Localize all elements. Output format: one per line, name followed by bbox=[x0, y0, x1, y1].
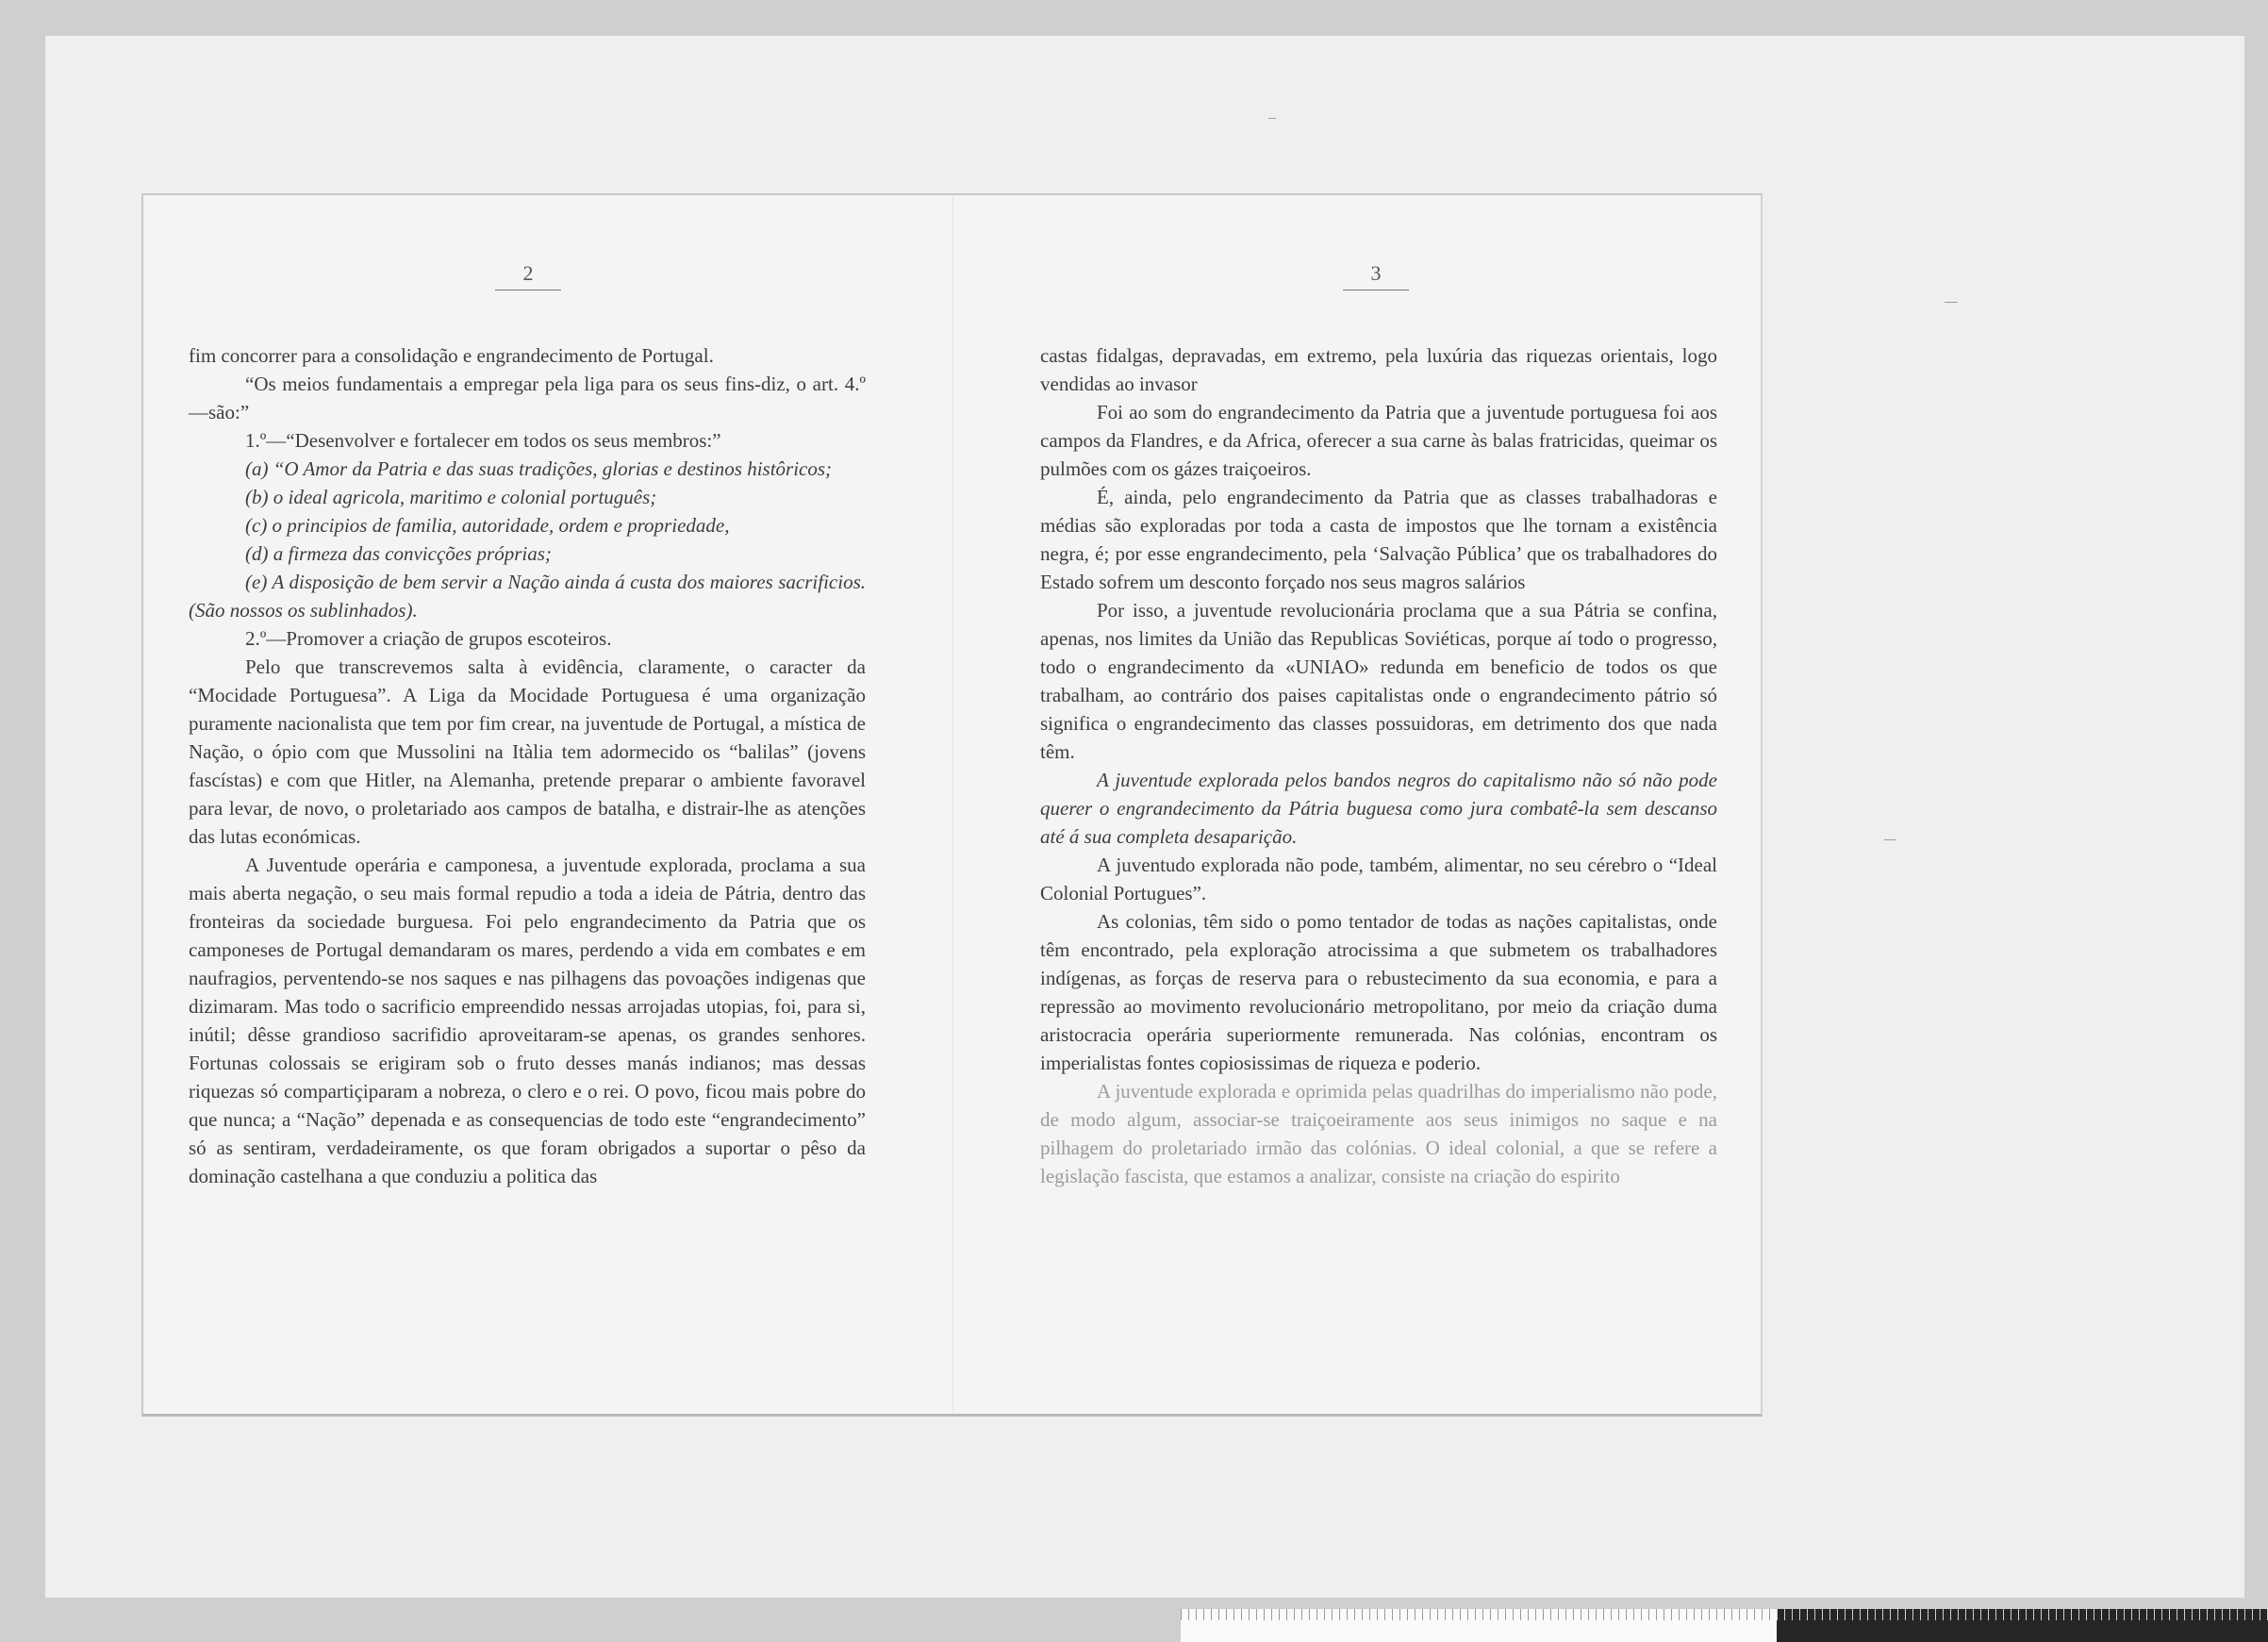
color-scale-ruler bbox=[1181, 1609, 2268, 1642]
paragraph: A juventudo explorada não pode, também, alimentar, no seu cérebro o “Ideal Colonial Portugues”. bbox=[1040, 854, 1717, 904]
paragraph: (c) o principios de familia, autoridade, ordem e propriedade, bbox=[245, 514, 730, 537]
paragraph: (a) “O Amor da Patria e das suas tradições, glorias e destinos histôricos; bbox=[245, 457, 833, 480]
document-spread bbox=[141, 193, 1763, 1417]
page-number-left: 2 bbox=[495, 261, 561, 290]
center-fold bbox=[952, 195, 953, 1414]
dust-mark bbox=[1945, 302, 1958, 303]
ruler-white-segment bbox=[1181, 1609, 1777, 1642]
paragraph: castas fidalgas, depravadas, em extremo, pela luxúria das riquezas orientais, logo vendidas ao invasor bbox=[1040, 344, 1717, 395]
paragraph: 2.º—Promover a criação de grupos escoteiros. bbox=[245, 627, 612, 650]
paragraph: fim concorrer para a consolidação e engrandecimento de Portugal. bbox=[189, 344, 714, 367]
paragraph: A juventude explorada pelos bandos negros do capitalismo não só não pode querer o engrandecimento da Pátria buguesa como jura combatê-la sem descanso até á sua completa desaparição. bbox=[1040, 769, 1717, 848]
left-page-column bbox=[189, 341, 866, 1190]
paragraph: (d) a firmeza das convicções próprias; bbox=[245, 542, 552, 565]
ruler-black-segment bbox=[1777, 1609, 2268, 1642]
paragraph: 1.º—“Desenvolver e fortalecer em todos os seus membros:” bbox=[245, 429, 721, 452]
paragraph: (b) o ideal agricola, maritimo e colonial português; bbox=[245, 486, 657, 508]
dust-mark bbox=[1268, 118, 1276, 119]
page-number-right: 3 bbox=[1343, 261, 1409, 290]
paragraph: (e) A disposição de bem servir a Nação ainda á custa dos maiores sacrificios. (São nossos os sublinhados). bbox=[189, 571, 866, 622]
paragraph: A juventude explorada e oprimida pelas quadrilhas do imperialismo não pode, de modo algum, associar-se traiçoeiramente aos seus inimigos no saque e na pilhagem do proletariado irmão das colónias. O ideal colonial, a que se refere a legislação fascista, que estamos a analizar, consiste na criação do espirito bbox=[1040, 1080, 1717, 1187]
paragraph: Foi ao som do engrandecimento da Patria que a juventude portuguesa foi aos campos da Flandres, e da Africa, oferecer a sua carne às balas fratricidas, queimar os pulmões com os gázes traiçoeiros. bbox=[1040, 401, 1717, 480]
paragraph: “Os meios fundamentais a empregar pela liga para os seus fins-diz, o art. 4.º—são:” bbox=[189, 373, 866, 423]
paragraph: As colonias, têm sido o pomo tentador de todas as nações capitalistas, onde têm encontrado, pela exploração atrocissima a que submetem os trabalhadores indígenas, as forças de reserva para o rebustecimento da sua economia, e para a repressão ao movimento revolucionário metropolitano, por meio da criação duma aristocracia operária superiormente remunerada. Nas colónias, encontram os imperialistas fontes copiosissimas de riqueza e poderio. bbox=[1040, 910, 1717, 1074]
paragraph: A Juventude operária e camponesa, a juventude explorada, proclama a sua mais aberta negação, o seu mais formal repudio a toda a ideia de Pátria, dentro das fronteiras da sociedade burguesa. Foi pelo engrandecimento da Patria que os camponeses de Portugal demandaram os mares, perdendo a vida em combates e em naufragios, perventendo-se nos saques e nas pilhagens das povoações indigenas que dizimaram. Mas todo o sacrificio empreendido nessas arrojadas utopias, foi, para si, inútil; dêsse grandioso sacrifidio aproveitaram-se apenas, os grandes senhores. Fortunas colossais se erigiram sob o fruto desses manás indianos; mas dessas riquezas só compartiçiparam a nobreza, o clero e o rei. O povo, ficou mais pobre do que nunca; a “Nação” depenada e as consequencias de todo este “engrandecimento” só as sentiram, verdadeiramente, os que foram obrigados a suportar o pêso da dominação castelhana a que conduziu a politica das bbox=[189, 854, 866, 1187]
right-page-column bbox=[1040, 341, 1717, 1190]
paragraph: É, ainda, pelo engrandecimento da Patria que as classes trabalhadoras e médias são exploradas por toda a casta de impostos que lhe tornam a existência negra, é; por esse engrandecimento, pela ‘Salvação Pública’ que os trabalhadores do Estado sofrem um desconto forçado nos seus magros salários bbox=[1040, 486, 1717, 593]
dust-mark bbox=[1884, 839, 1896, 840]
paragraph: Por isso, a juventude revolucionária proclama que a sua Pátria se confina, apenas, nos limites da União das Republicas Soviéticas, porque aí todo o progresso, todo o engrandecimento da «UNIAO» redunda em beneficio de todos os que trabalham, ao contrário dos paises capitalistas onde o engrandecimento pátrio só significa o engrandecimento das classes possuidoras, em detrimento dos que nada têm. bbox=[1040, 599, 1717, 763]
paragraph: Pelo que transcrevemos salta à evidência, claramente, o caracter da “Mocidade Portuguesa”. A Liga da Mocidade Portuguesa é uma organização puramente nacionalista que tem por fim crear, na juventude de Portugal, a mística de Nação, o ópio com que Mussolini na Itàlia tem adormecido os “balilas” (jovens fascístas) e com que Hitler, na Alemanha, pretende preparar o ambiente favoravel para levar, de novo, o proletariado aos campos de batalha, e distrair-lhe as atenções das lutas económicas. bbox=[189, 655, 866, 848]
